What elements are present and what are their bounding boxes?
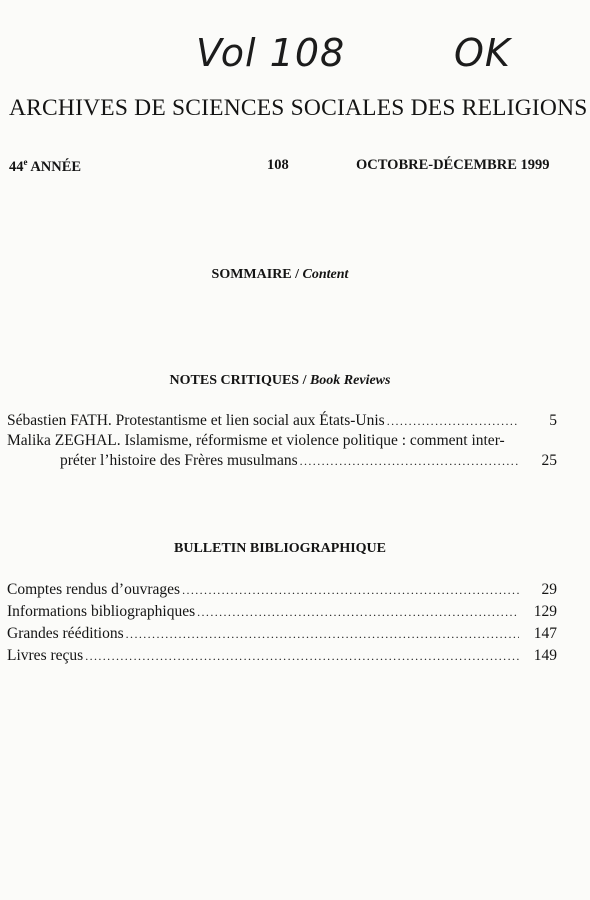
toc-entry-page: 147 xyxy=(533,625,557,642)
notes-critiques-heading xyxy=(0,373,560,389)
toc-entry-zeghal-line2[interactable] xyxy=(60,451,557,471)
toc-entry-title: Informations bibliographiques xyxy=(7,603,196,620)
sommaire-separator: / xyxy=(291,267,303,282)
toc-entry-page: 29 xyxy=(541,581,557,598)
toc-entry-grandes-reeditions[interactable] xyxy=(7,624,557,644)
toc-entry-title: préter l’histoire des Frères musulmans xyxy=(60,452,298,469)
toc-entry-page: 5 xyxy=(549,412,557,429)
handwritten-volume: Vol 108 xyxy=(196,31,346,75)
sommaire-heading xyxy=(0,267,560,283)
issue-date: OCTOBRE-DÉCEMBRE 1999 xyxy=(356,157,550,173)
dot-leader xyxy=(126,624,519,644)
toc-entry-fath[interactable] xyxy=(7,411,557,431)
dot-leader xyxy=(300,451,519,471)
toc-entry-title: Sébastien FATH. Protestantisme et lien social aux États-Unis xyxy=(7,412,385,429)
toc-entry-page: 149 xyxy=(533,647,557,664)
dot-leader xyxy=(197,602,519,622)
bulletin-heading: BULLETIN BIBLIOGRAPHIQUE xyxy=(174,541,386,556)
year-text: ANNÉE xyxy=(27,158,82,175)
toc-entry-livres-recus[interactable] xyxy=(7,646,557,666)
handwritten-check: OK xyxy=(454,31,511,75)
dot-leader xyxy=(387,411,519,431)
toc-entry-title: Livres reçus xyxy=(7,647,84,664)
notes-critiques-label-en: Book Reviews xyxy=(309,373,391,388)
toc-entry-zeghal-line1[interactable]: Malika ZEGHAL. Islamisme, réformisme et violence politique : comment inter- xyxy=(7,432,505,449)
toc-entry-title: Comptes rendus d’ouvrages xyxy=(7,581,181,598)
sommaire-label: SOMMAIRE xyxy=(211,267,292,282)
dot-leader xyxy=(182,580,519,600)
toc-entry-page: 25 xyxy=(541,452,557,469)
toc-entry-title: Grandes rééditions xyxy=(7,625,124,642)
year-label xyxy=(9,157,81,176)
sommaire-label-en: Content xyxy=(302,267,349,282)
year-suffix: e xyxy=(23,157,28,167)
journal-title: ARCHIVES DE SCIENCES SOCIALES DES RELIGIONS xyxy=(9,95,588,121)
handwritten-annotation xyxy=(196,31,526,92)
dot-leader xyxy=(85,646,519,666)
toc-entry-informations[interactable] xyxy=(7,602,557,622)
year-number: 44 xyxy=(9,158,24,175)
notes-critiques-label: NOTES CRITIQUES xyxy=(169,373,300,388)
toc-entry-comptes-rendus[interactable] xyxy=(7,580,557,600)
issue-number: 108 xyxy=(267,157,289,173)
toc-entry-page: 129 xyxy=(533,603,557,620)
notes-critiques-separator: / xyxy=(299,373,310,388)
